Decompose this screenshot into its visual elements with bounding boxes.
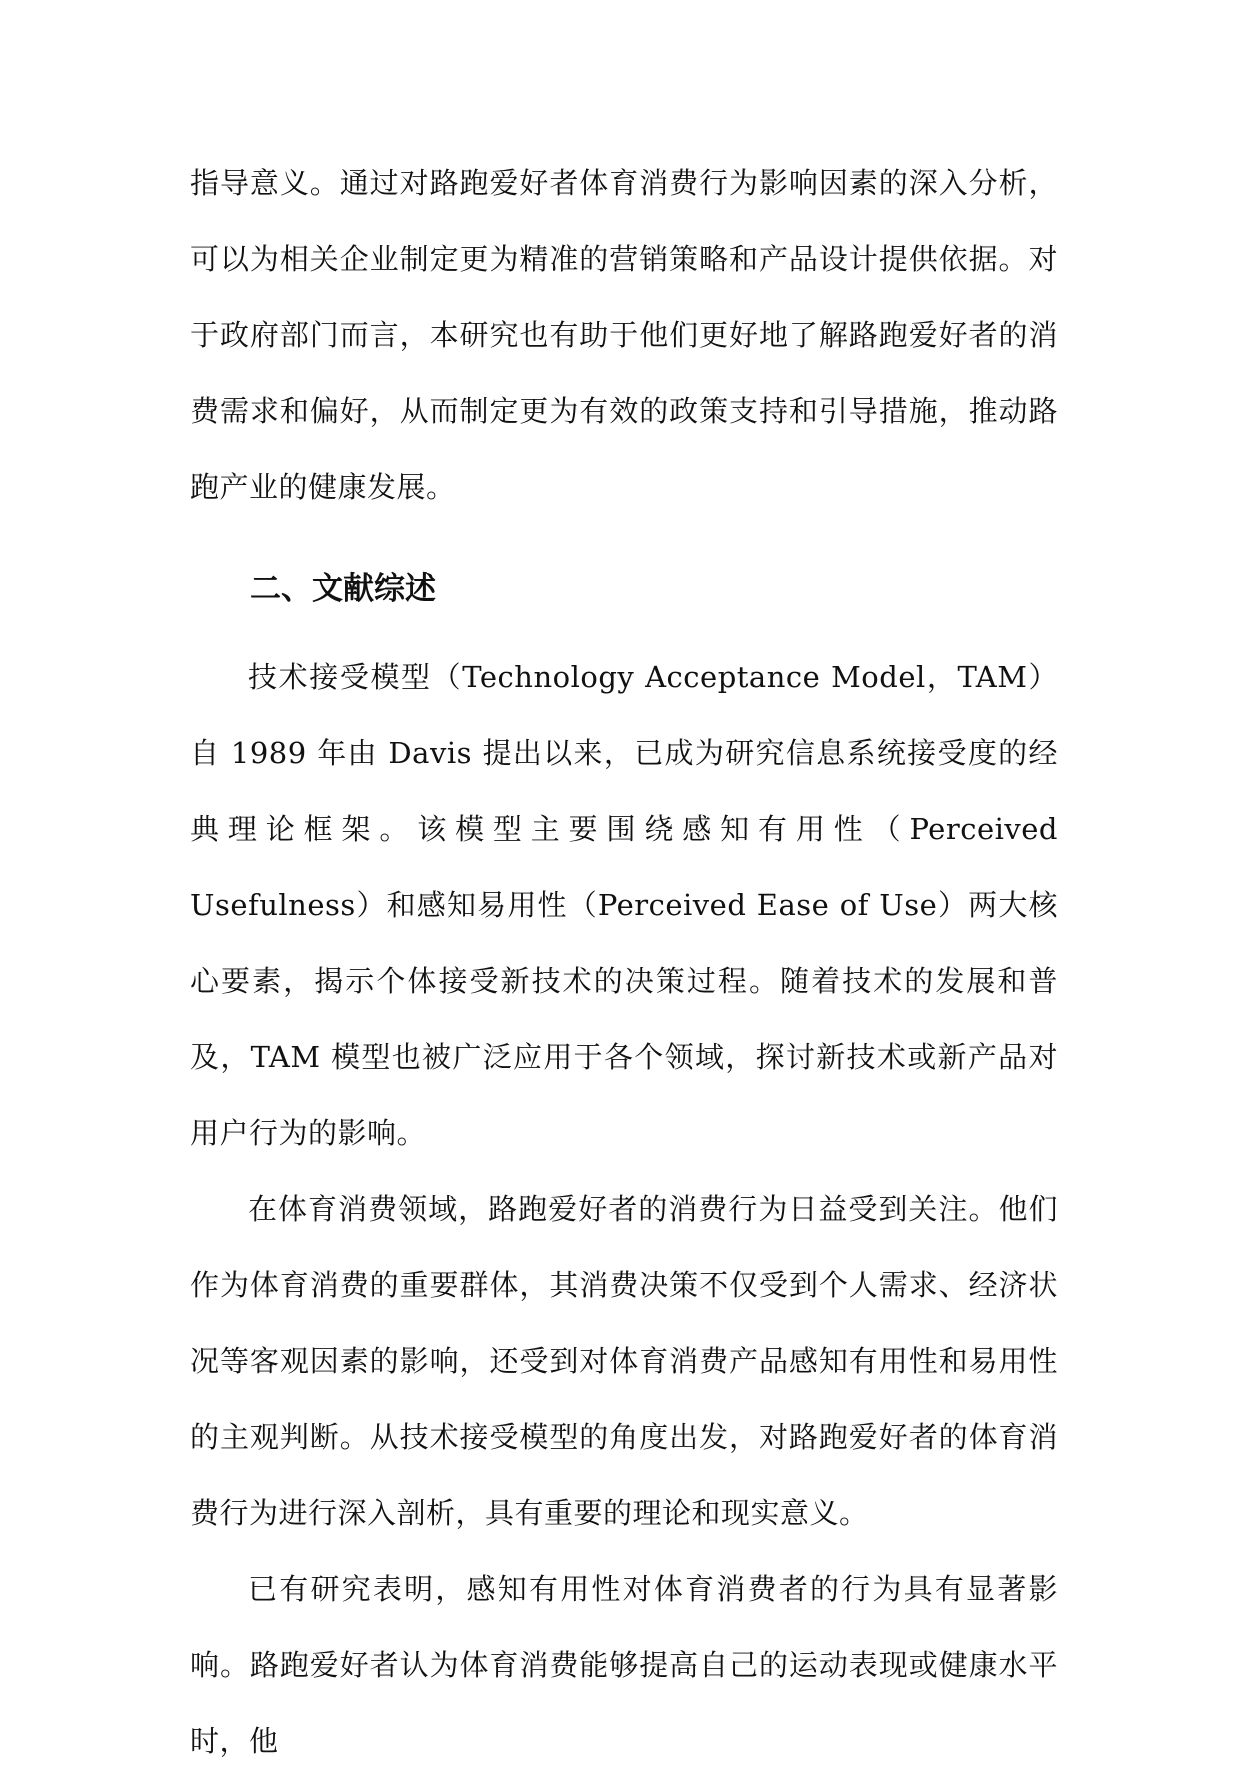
paragraph-existing-research: 已有研究表明，感知有用性对体育消费者的行为具有显著影响。路跑爱好者认为体育消费能够提高自己的运动表现或健康水平时，他 — [190, 1572, 1058, 1758]
paragraph-sports-consumption: 在体育消费领域，路跑爱好者的消费行为日益受到关注。他们作为体育消费的重要群体，其消费决策不仅受到个人需求、经济状况等客观因素的影响，还受到对体育消费产品感知有用性和易用性的主观判断。从技术接受模型的角度出发，对路跑爱好者的体育消费行为进行深入剖析，具有重要的理论和现实意义。 — [190, 1192, 1058, 1530]
document-body — [190, 145, 1058, 1779]
paragraph-continued: 指导意义。通过对路跑爱好者体育消费行为影响因素的深入分析，可以为相关企业制定更为精准的营销策略和产品设计提供依据。对于政府部门而言，本研究也有助于他们更好地了解路跑爱好者的消费需求和偏好，从而制定更为有效的政策支持和引导措施，推动路跑产业的健康发展。 — [190, 166, 1058, 504]
section-heading: 二、文献综述 — [250, 571, 436, 607]
paragraph-tam-intro: 技术接受模型（Technology Acceptance Model，TAM）自 1989 年由 Davis 提出以来，已成为研究信息系统接受度的经典理论框架。该模型主要围绕感知有用性（Perceived Usefulness）和感知易用性（Perceived Ease of Use）两大核心要素，揭示个体接受新技术的决策过程。随着技术的发展和普及，TAM 模型也被广泛应用于各个领域，探讨新技术或新产品对用户行为的影响。 — [190, 660, 1058, 1150]
